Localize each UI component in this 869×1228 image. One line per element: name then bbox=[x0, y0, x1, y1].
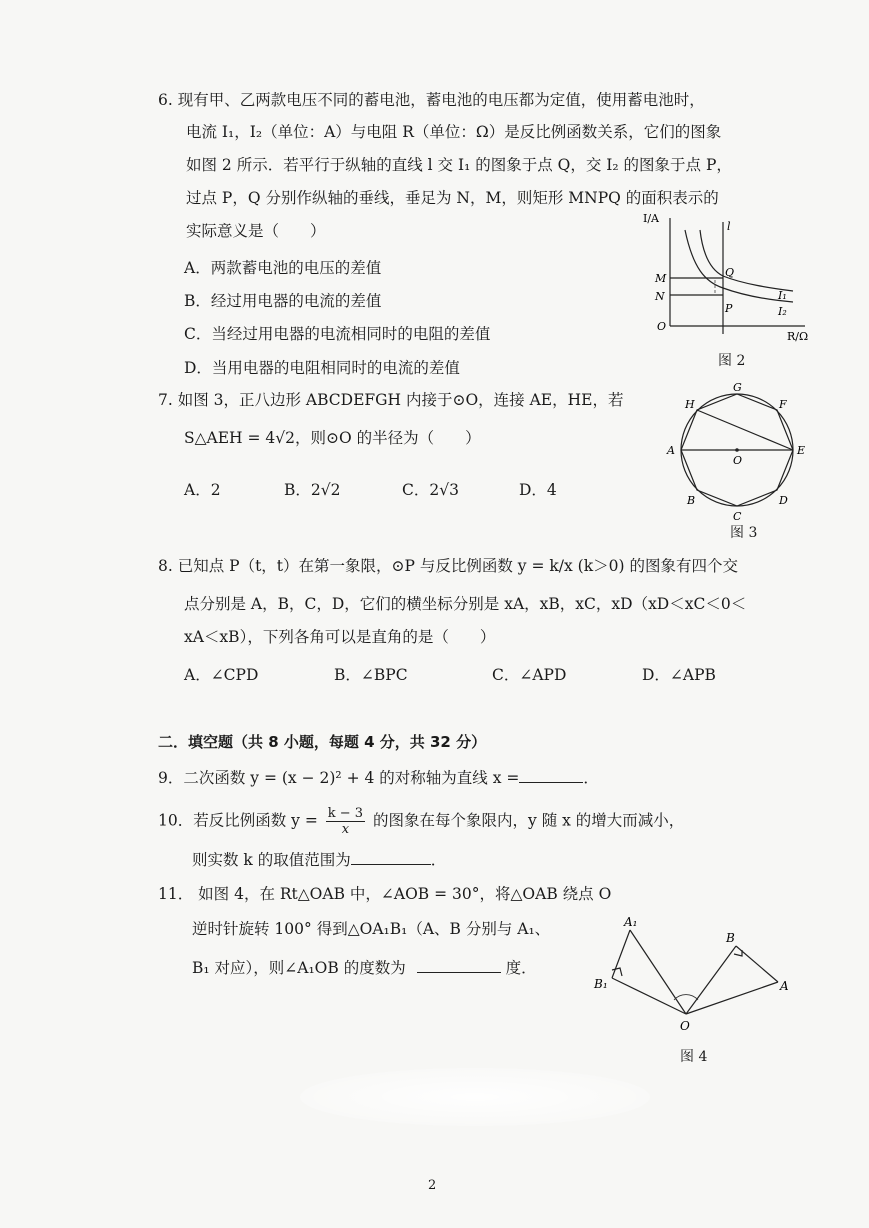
fig3-label-h: H bbox=[685, 398, 695, 411]
q9-text: 9．二次函数 y = (x − 2)² + 4 的对称轴为直线 x = bbox=[158, 769, 520, 787]
q10-answer-blank[interactable] bbox=[351, 848, 431, 865]
q7-option-d: D．4 bbox=[519, 481, 557, 499]
q11-line-3-end: 度． bbox=[505, 959, 537, 977]
figure-4-rotation bbox=[590, 912, 800, 1042]
q7-option-b: B．2√2 bbox=[284, 481, 341, 499]
fig4-label-a: A bbox=[780, 979, 789, 993]
q8-line-3: xA＜xB），下列各角可以是直角的是（ ） bbox=[184, 628, 496, 646]
figure-2-graph bbox=[645, 208, 815, 368]
q6-option-c: C．当经过用电器的电流相同时的电阻的差值 bbox=[184, 325, 491, 343]
q6-option-a: A．两款蓄电池的电压的差值 bbox=[184, 259, 382, 277]
fig2-label-q: Q bbox=[725, 266, 735, 279]
q6-option-d: D．当用电器的电阻相同时的电流的差值 bbox=[184, 359, 460, 377]
q11-line-3 bbox=[192, 956, 537, 978]
q8-option-d: D．∠APB bbox=[642, 666, 716, 684]
fig2-label-i1: I₁ bbox=[778, 289, 787, 302]
fig3-label-b: B bbox=[687, 494, 696, 507]
q6-option-b: B．经过用电器的电流的差值 bbox=[184, 292, 382, 310]
q11-line-1: 11． 如图 4，在 Rt△OAB 中，∠AOB = 30°，将△OAB 绕点 O bbox=[158, 885, 612, 903]
fig3-label-c: C bbox=[733, 510, 742, 523]
q7-line-1: 7. 如图 3，正八边形 ABCDEFGH 内接于⊙O，连接 AE，HE，若 bbox=[158, 391, 624, 409]
q6-line-2: 电流 I₁，I₂（单位：A）与电阻 R（单位：Ω）是反比例函数关系，它们的图象 bbox=[186, 123, 722, 141]
question-9 bbox=[158, 766, 599, 788]
fig4-label-o: O bbox=[680, 1019, 690, 1033]
q8-option-c: C．∠APD bbox=[492, 666, 567, 684]
scan-smudge bbox=[300, 1068, 650, 1126]
q10-fraction-denominator: x bbox=[341, 822, 350, 837]
fig4-label-a1: A₁ bbox=[624, 915, 638, 929]
q10-line-2 bbox=[192, 848, 446, 870]
q11-answer-blank[interactable] bbox=[417, 956, 501, 973]
fig2-x-axis-label: R/Ω bbox=[787, 330, 809, 343]
section-2-title: 二．填空题（共 8 小题，每题 4 分，共 32 分） bbox=[158, 733, 487, 751]
fig3-label-a: A bbox=[667, 444, 675, 457]
q11-line-3-text: B₁ 对应），则∠A₁OB 的度数为 bbox=[192, 959, 406, 977]
figure-3-octagon bbox=[665, 381, 815, 523]
q10-fraction-numerator: k − 3 bbox=[327, 806, 364, 821]
fig3-label-d: D bbox=[779, 494, 788, 507]
q6-line-4: 过点 P，Q 分别作纵轴的垂线，垂足为 N，M，则矩形 MNPQ 的面积表示的 bbox=[186, 189, 719, 207]
page-number: 2 bbox=[428, 1178, 437, 1193]
q8-option-b: B．∠BPC bbox=[334, 666, 408, 684]
figure-4-caption: 图 4 bbox=[680, 1049, 708, 1065]
q10-line-2-text: 则实数 k 的取值范围为 bbox=[192, 851, 351, 869]
fig2-line-l-label: l bbox=[727, 220, 731, 233]
q6-line-5: 实际意义是（ ） bbox=[186, 222, 326, 240]
fig2-y-axis-label: I/A bbox=[643, 212, 659, 225]
fig2-label-o: O bbox=[657, 320, 667, 333]
fig4-label-b1: B₁ bbox=[594, 977, 608, 991]
fig2-label-i2: I₂ bbox=[778, 305, 787, 318]
q8-line-2: 点分别是 A，B，C，D，它们的横坐标分别是 xA，xB，xC，xD（xD＜xC＜0＜ bbox=[184, 595, 747, 613]
q10-line-2-end: ． bbox=[430, 851, 447, 869]
fig2-label-p: P bbox=[725, 302, 733, 315]
fig3-label-f: F bbox=[779, 398, 787, 411]
q9-end: ． bbox=[583, 769, 599, 787]
figure-2-caption: 图 2 bbox=[718, 353, 746, 369]
q7-option-c: C．2√3 bbox=[402, 481, 459, 499]
q7-option-a: A．2 bbox=[184, 481, 221, 499]
figure-3-caption: 图 3 bbox=[730, 525, 758, 541]
q6-line-3: 如图 2 所示．若平行于纵轴的直线 l 交 I₁ 的图象于点 Q，交 I₂ 的图象于点 P， bbox=[186, 156, 732, 174]
q9-answer-blank[interactable] bbox=[519, 766, 583, 783]
q8-option-a: A．∠CPD bbox=[184, 666, 259, 684]
q10-suffix: 的图象在每个象限内，y 随 x 的增大而减小， bbox=[373, 811, 685, 830]
q10-prefix: 10．若反比例函数 y = bbox=[158, 811, 318, 830]
q6-line-1: 6. 现有甲、乙两款电压不同的蓄电池，蓄电池的电压都为定值，使用蓄电池时， bbox=[158, 91, 705, 109]
q10-line-1 bbox=[158, 806, 684, 837]
q11-line-2: 逆时针旋转 100° 得到△OA₁B₁（A、B 分别与 A₁、 bbox=[192, 920, 551, 938]
fig2-label-m: M bbox=[655, 272, 667, 285]
fig3-label-o: O bbox=[733, 454, 743, 467]
q7-line-2: S△AEH = 4√2，则⊙O 的半径为（ ） bbox=[184, 429, 481, 447]
fig2-label-n: N bbox=[655, 290, 665, 303]
q8-line-1: 8. 已知点 P（t，t）在第一象限，⊙P 与反比例函数 y = k/x (k＞0) 的图象有四个交 bbox=[158, 557, 738, 575]
q10-fraction bbox=[326, 806, 365, 837]
fig4-label-b: B bbox=[726, 931, 735, 945]
fig3-label-g: G bbox=[733, 381, 742, 394]
fig3-label-e: E bbox=[797, 444, 806, 457]
